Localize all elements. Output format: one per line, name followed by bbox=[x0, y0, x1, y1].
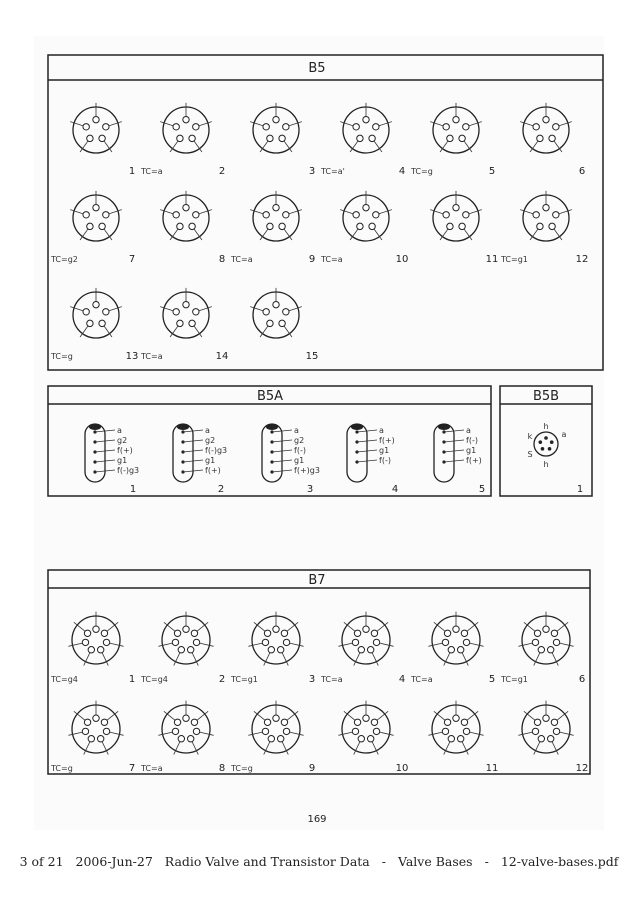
pin bbox=[352, 728, 358, 734]
pin bbox=[443, 212, 449, 218]
pin bbox=[263, 124, 269, 130]
b5a-pin-label: g2 bbox=[205, 436, 216, 445]
b5a-pinch bbox=[351, 424, 363, 430]
pin bbox=[553, 639, 559, 645]
pin bbox=[553, 728, 559, 734]
pin bbox=[97, 736, 103, 742]
b5b-base-number: 1 bbox=[576, 484, 584, 495]
b5-base-number: 13 bbox=[125, 351, 139, 362]
pin bbox=[268, 647, 274, 653]
b5a-pin-label: f(+) bbox=[466, 456, 482, 465]
b5a-pinch bbox=[438, 424, 450, 430]
pin bbox=[453, 204, 459, 210]
pin bbox=[553, 212, 559, 218]
b5a-pinch bbox=[89, 424, 101, 430]
pin bbox=[537, 223, 543, 229]
b5a-pinch bbox=[177, 424, 189, 430]
pin bbox=[367, 736, 373, 742]
pin bbox=[267, 320, 273, 326]
b5-base-number: 2 bbox=[218, 166, 226, 177]
b5a-title: B5A bbox=[256, 389, 284, 404]
pin bbox=[263, 212, 269, 218]
pin bbox=[373, 124, 379, 130]
pin bbox=[447, 135, 453, 141]
pin bbox=[453, 626, 459, 632]
pin bbox=[283, 639, 289, 645]
pin bbox=[457, 736, 463, 742]
pin bbox=[183, 301, 189, 307]
b5a-pin-label: f(-)g3 bbox=[205, 446, 228, 455]
b5a-pin-label: a bbox=[466, 426, 471, 435]
b5-base-number: 1 bbox=[128, 166, 136, 177]
b5-base-number: 4 bbox=[398, 166, 406, 177]
pin bbox=[99, 320, 105, 326]
pin bbox=[532, 728, 538, 734]
b5-tc-label: TC=g bbox=[411, 167, 433, 176]
pin bbox=[463, 212, 469, 218]
b5-tc-label: TC=a bbox=[321, 255, 343, 264]
b5-base-number: 11 bbox=[485, 254, 499, 265]
b5-tc-label: TC=a bbox=[231, 255, 253, 264]
b7-title: B7 bbox=[308, 573, 326, 588]
b7-base-number: 9 bbox=[308, 763, 316, 774]
pin bbox=[543, 626, 549, 632]
pin bbox=[357, 135, 363, 141]
b5b-pin bbox=[538, 440, 542, 444]
pin bbox=[447, 223, 453, 229]
pin bbox=[442, 728, 448, 734]
b7-base-number: 10 bbox=[395, 763, 409, 774]
pin bbox=[189, 135, 195, 141]
b5a-pin-label: g1 bbox=[117, 456, 128, 465]
pin bbox=[97, 647, 103, 653]
pin bbox=[178, 736, 184, 742]
pin bbox=[273, 204, 279, 210]
pin bbox=[532, 639, 538, 645]
pin bbox=[263, 309, 269, 315]
b7-tc-label: TC=a bbox=[411, 675, 433, 684]
pin bbox=[103, 309, 109, 315]
pin bbox=[93, 715, 99, 721]
b5b-pin-label: k bbox=[527, 432, 533, 441]
pin bbox=[87, 135, 93, 141]
b5a-pin-label: f(+) bbox=[205, 466, 221, 475]
b5-tc-label: TC=g2 bbox=[51, 255, 78, 264]
pin bbox=[262, 728, 268, 734]
pin bbox=[553, 124, 559, 130]
b5a-base-number: 3 bbox=[306, 484, 314, 495]
pin bbox=[99, 135, 105, 141]
b5a-pin-label: f(-) bbox=[466, 436, 478, 445]
b7-tc-label: TC=g1 bbox=[231, 675, 258, 684]
footer-date: 2006-Jun-27 bbox=[75, 854, 153, 869]
pin bbox=[279, 320, 285, 326]
pin bbox=[373, 639, 379, 645]
b5a-pin-label: a bbox=[379, 426, 384, 435]
pin bbox=[448, 647, 454, 653]
pin bbox=[183, 715, 189, 721]
b5-tc-label: TC=a bbox=[141, 167, 163, 176]
pin bbox=[173, 124, 179, 130]
b5a-base-number: 5 bbox=[478, 484, 486, 495]
pin bbox=[82, 639, 88, 645]
b5-tc-label: TC=g1 bbox=[501, 255, 528, 264]
pin bbox=[463, 639, 469, 645]
pin bbox=[453, 116, 459, 122]
pin bbox=[538, 736, 544, 742]
pin bbox=[268, 736, 274, 742]
pin bbox=[88, 647, 94, 653]
b5-base-number: 7 bbox=[128, 254, 136, 265]
pin bbox=[177, 320, 183, 326]
b5a-pin-label: f(-) bbox=[379, 456, 391, 465]
pin bbox=[82, 728, 88, 734]
pin bbox=[262, 639, 268, 645]
pin bbox=[173, 309, 179, 315]
footer-page: 3 of 21 bbox=[19, 854, 64, 869]
pin bbox=[369, 135, 375, 141]
pin bbox=[373, 728, 379, 734]
pin bbox=[353, 212, 359, 218]
pin bbox=[83, 124, 89, 130]
b7-base-number: 11 bbox=[485, 763, 499, 774]
pin bbox=[283, 728, 289, 734]
pin bbox=[448, 736, 454, 742]
b7-tc-label: TC=g bbox=[51, 764, 73, 773]
pin bbox=[187, 647, 193, 653]
b5b-title: B5B bbox=[532, 389, 560, 404]
pin bbox=[363, 204, 369, 210]
b5a-pin-label: f(+) bbox=[117, 446, 133, 455]
pin bbox=[373, 212, 379, 218]
pin bbox=[283, 212, 289, 218]
pin bbox=[543, 116, 549, 122]
b5b-pin bbox=[548, 447, 552, 451]
pin bbox=[463, 728, 469, 734]
pin bbox=[533, 212, 539, 218]
b5b-pin bbox=[541, 447, 545, 451]
pin bbox=[459, 223, 465, 229]
page-footer bbox=[0, 854, 638, 869]
b5a-pin-label: a bbox=[294, 426, 299, 435]
b5a-pin-label: f(+) bbox=[379, 436, 395, 445]
pin bbox=[283, 124, 289, 130]
pin bbox=[442, 639, 448, 645]
pin bbox=[453, 715, 459, 721]
pin bbox=[543, 204, 549, 210]
b5a-pin-label: g1 bbox=[294, 456, 305, 465]
pin bbox=[93, 116, 99, 122]
b5a-pin-label: g1 bbox=[379, 446, 390, 455]
b7-base-number: 5 bbox=[488, 674, 496, 685]
pin bbox=[352, 639, 358, 645]
b5b-pin-label: S bbox=[527, 450, 533, 459]
pin bbox=[189, 320, 195, 326]
pin bbox=[173, 212, 179, 218]
pin bbox=[178, 647, 184, 653]
b5-base-number: 8 bbox=[218, 254, 226, 265]
pin bbox=[103, 728, 109, 734]
b7-tc-label: TC=g4 bbox=[51, 675, 78, 684]
b5b-pin-label: h bbox=[543, 460, 549, 469]
b5-base-number: 14 bbox=[215, 351, 229, 362]
pin bbox=[549, 135, 555, 141]
pin bbox=[357, 223, 363, 229]
pin bbox=[103, 212, 109, 218]
pin bbox=[193, 639, 199, 645]
b5a-pin-label: g2 bbox=[294, 436, 305, 445]
pin bbox=[93, 204, 99, 210]
pin bbox=[103, 639, 109, 645]
pin bbox=[533, 124, 539, 130]
pin bbox=[279, 135, 285, 141]
b5a-pinch bbox=[266, 424, 278, 430]
b5a-pin-label: a bbox=[117, 426, 122, 435]
b7-base-number: 6 bbox=[578, 674, 586, 685]
b5a-pin-label: f(-)g3 bbox=[117, 466, 140, 475]
b7-base-number: 2 bbox=[218, 674, 226, 685]
pin bbox=[277, 647, 283, 653]
pin bbox=[358, 647, 364, 653]
footer-file: 12-valve-bases.pdf bbox=[500, 854, 619, 869]
pin bbox=[172, 639, 178, 645]
pin bbox=[273, 715, 279, 721]
pin bbox=[193, 728, 199, 734]
pin bbox=[273, 626, 279, 632]
b5b-pin bbox=[544, 436, 548, 440]
pin bbox=[543, 715, 549, 721]
b5a-pin-label: f(+)g3 bbox=[294, 466, 320, 475]
b5a-pin-label: g1 bbox=[205, 456, 216, 465]
b5-tc-label: TC=g bbox=[51, 352, 73, 361]
pin bbox=[367, 647, 373, 653]
pin bbox=[177, 135, 183, 141]
pin bbox=[172, 728, 178, 734]
b5a-base-number: 1 bbox=[129, 484, 137, 495]
b7-base-number: 3 bbox=[308, 674, 316, 685]
pin bbox=[459, 135, 465, 141]
b7-base-number: 7 bbox=[128, 763, 136, 774]
footer-title: Radio Valve and Transistor Data bbox=[164, 854, 370, 869]
pin bbox=[177, 223, 183, 229]
pin bbox=[267, 223, 273, 229]
pin bbox=[363, 626, 369, 632]
pin bbox=[273, 301, 279, 307]
b5-title: B5 bbox=[308, 61, 326, 76]
pin bbox=[369, 223, 375, 229]
pin bbox=[358, 736, 364, 742]
b7-tc-label: TC=g4 bbox=[141, 675, 168, 684]
pin bbox=[457, 647, 463, 653]
pin bbox=[193, 212, 199, 218]
b5b-pin-label: h bbox=[543, 422, 549, 431]
pin bbox=[99, 223, 105, 229]
b5-base-number: 10 bbox=[395, 254, 409, 265]
pin bbox=[93, 626, 99, 632]
footer-sep-1: - bbox=[381, 854, 386, 869]
pin bbox=[363, 116, 369, 122]
pin bbox=[189, 223, 195, 229]
b5a-pin-label: a bbox=[205, 426, 210, 435]
pin bbox=[87, 320, 93, 326]
b7-tc-label: TC=g1 bbox=[501, 675, 528, 684]
pin bbox=[363, 715, 369, 721]
b5-base-number: 6 bbox=[578, 166, 586, 177]
pin bbox=[183, 204, 189, 210]
b7-base-number: 1 bbox=[128, 674, 136, 685]
pin bbox=[187, 736, 193, 742]
b5-base-number: 15 bbox=[305, 351, 319, 362]
b7-base-number: 12 bbox=[575, 763, 589, 774]
pin bbox=[279, 223, 285, 229]
pin bbox=[547, 736, 553, 742]
b5a-base-number: 2 bbox=[217, 484, 225, 495]
b5-tc-label: TC=a' bbox=[321, 167, 345, 176]
b5-base-number: 9 bbox=[308, 254, 316, 265]
pin bbox=[353, 124, 359, 130]
b5a-pin-label: g1 bbox=[466, 446, 477, 455]
b5a-pin-label: g2 bbox=[117, 436, 128, 445]
page-number: 169 bbox=[307, 814, 327, 825]
footer-section: Valve Bases bbox=[397, 854, 473, 869]
pin bbox=[183, 626, 189, 632]
pin bbox=[83, 309, 89, 315]
pin bbox=[88, 736, 94, 742]
b5a-base-number: 4 bbox=[391, 484, 399, 495]
b5-base-number: 5 bbox=[488, 166, 496, 177]
pin bbox=[87, 223, 93, 229]
b5-tc-label: TC=a bbox=[141, 352, 163, 361]
b5-base-number: 12 bbox=[575, 254, 589, 265]
pin bbox=[443, 124, 449, 130]
pin bbox=[183, 116, 189, 122]
pin bbox=[547, 647, 553, 653]
b7-base-number: 8 bbox=[218, 763, 226, 774]
pin bbox=[267, 135, 273, 141]
b5b-pin-label: a bbox=[561, 430, 567, 439]
b7-tc-label: TC=a bbox=[321, 675, 343, 684]
b7-tc-label: TC=g bbox=[231, 764, 253, 773]
b5b-pin bbox=[550, 440, 554, 444]
pin bbox=[103, 124, 109, 130]
pin bbox=[277, 736, 283, 742]
pin bbox=[273, 116, 279, 122]
b5a-pin-label: f(-) bbox=[294, 446, 306, 455]
b7-base-number: 4 bbox=[398, 674, 406, 685]
pin bbox=[463, 124, 469, 130]
pin bbox=[83, 212, 89, 218]
pin bbox=[193, 124, 199, 130]
pin bbox=[283, 309, 289, 315]
pin bbox=[538, 647, 544, 653]
pin bbox=[193, 309, 199, 315]
footer-sep-2: - bbox=[484, 854, 489, 869]
pin bbox=[549, 223, 555, 229]
pin bbox=[93, 301, 99, 307]
pin bbox=[537, 135, 543, 141]
b5-base-number: 3 bbox=[308, 166, 316, 177]
b7-tc-label: TC=a bbox=[141, 764, 163, 773]
